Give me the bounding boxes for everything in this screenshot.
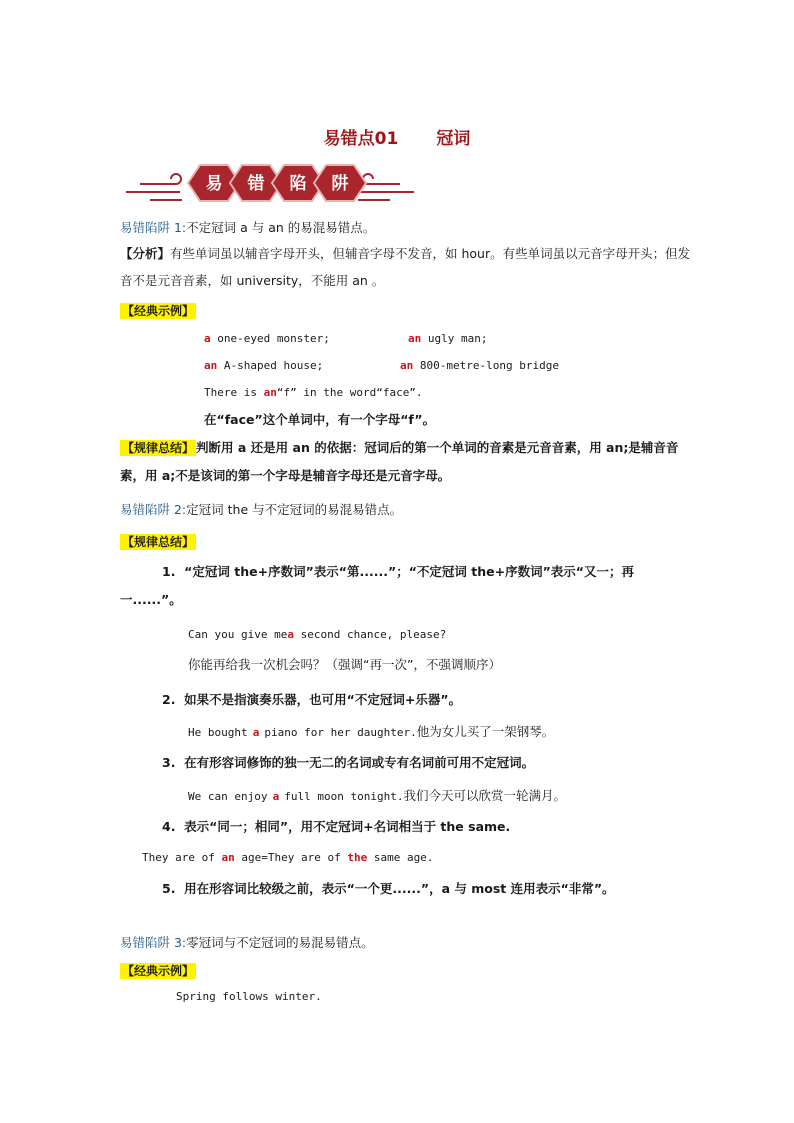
rule2-1-example: Can you give mea second chance, please? (188, 628, 447, 641)
banner-graphic (120, 160, 420, 206)
rule2-1-line1: 1. “定冠词 the+序数词”表示“第......”；“不定冠词 the+序数词”表示“又一；再 (162, 564, 635, 579)
rule2-2: 2. 如果不是指演奏乐器，也可用“不定冠词+乐器”。 (162, 692, 462, 707)
trap2-heading (120, 499, 402, 520)
rule2-4: 4. 表示“同一；相同”，用不定冠词+名词相当于 the same. (162, 819, 511, 834)
example-a-monster: a one-eyed monster; (204, 332, 330, 345)
banner-right-ornament (358, 174, 414, 200)
example-an-house: an A-shaped house; (204, 359, 324, 372)
trap1-analysis (120, 240, 700, 294)
trap-banner (120, 160, 420, 210)
rule-text: 判断用 a 还是用 an 的依据：冠词后的第一个单词的音素是元音音素，用 an;是辅音音素，用 a;不是该词的第一个字母是辅音字母还是元音字母。 (120, 440, 679, 483)
banner-char-2: 错 (247, 174, 265, 194)
banner-left-ornament (126, 174, 182, 200)
analysis-tag: 【分析】 (120, 246, 171, 261)
rule2-3-example: We can enjoy a full moon tonight.我们今天可以欣赏一轮满月。 (188, 788, 567, 803)
title-code: 易错点01 (323, 129, 399, 149)
trap1-rule (120, 434, 700, 489)
example-an-bridge: an 800-metre-long bridge (400, 359, 559, 372)
rule2-3: 3. 在有形容词修饰的独一无二的名词或专有名词前可用不定冠词。 (162, 755, 535, 770)
rule2-2-example: He bought a piano for her daughter.他为女儿买了一架钢琴。 (188, 724, 555, 739)
trap1-example-tag: 【经典示例】 (122, 304, 195, 318)
trap1-text: 不定冠词 a 与 an 的易混易错点。 (186, 220, 376, 235)
trap3-heading (120, 932, 374, 953)
rule2-1-cn: 你能再给我一次机会吗？（强调“再一次”，不强调顺序） (188, 657, 501, 672)
rule2-5: 5. 用在形容词比较级之前，表示“一个更......”，a 与 most 连用表示“非常”。 (162, 881, 615, 896)
banner-char-4: 阱 (331, 174, 349, 194)
trap3-text: 零冠词与不定冠词的易混易错点。 (186, 935, 374, 950)
example-an-ugly: an ugly man; (408, 332, 488, 345)
trap1-heading (120, 217, 375, 238)
example-cn: 在“face”这个单词中，有一个字母“f”。 (204, 412, 436, 427)
banner-char-3: 陷 (289, 174, 307, 194)
analysis-text: 有些单词虽以辅音字母开头，但辅音字母不发音，如 hour。有些单词虽以元音字母开头；但发音不是元音音素，如 university，不能用 an 。 (120, 246, 691, 288)
trap2-text: 定冠词 the 与不定冠词的易混易错点。 (186, 502, 403, 517)
trap3-example-tag: 【经典示例】 (122, 964, 195, 978)
trap2-label: 易错陷阱 2: (120, 502, 187, 517)
banner-char-1: 易 (205, 174, 223, 194)
trap1-label: 易错陷阱 1: (120, 220, 187, 235)
rule2-1-line2: 一......”。 (120, 592, 182, 607)
trap3-example-1: Spring follows winter. (176, 990, 322, 1003)
page-title (0, 124, 794, 149)
title-name: 冠词 (436, 129, 471, 149)
trap2-rule-tag: 【规律总结】 (122, 535, 195, 549)
rule2-4-example: They are of an age=They are of the same age. (142, 851, 434, 864)
trap3-label: 易错陷阱 3: (120, 935, 187, 950)
example-there-is: There is an“f” in the word“face”. (204, 386, 423, 399)
rule-tag: 【规律总结】 (122, 441, 195, 455)
